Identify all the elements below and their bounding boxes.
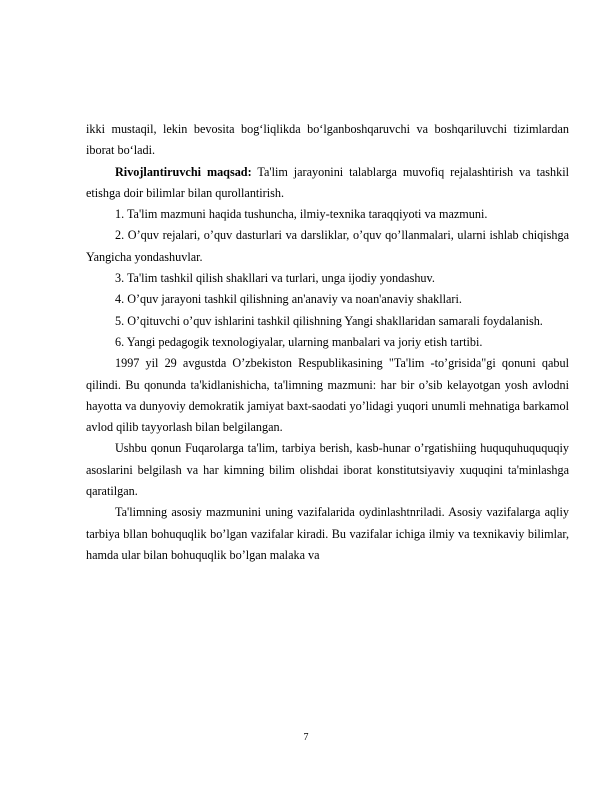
goal-label: Rivojlantiruvchi maqsad:	[115, 164, 252, 179]
list-item-5: 5. O’qituvchi o’quv ishlarini tashkil qilishning Yangi shakllaridan samarali foydalanish.	[115, 313, 543, 328]
list-item-3: 3. Ta'lim tashkil qilish shakllari va turlari, unga ijodiy yondashuv.	[115, 271, 435, 286]
paragraph-law: 1997 yil 29 avgustda O’zbekiston Respublikasining "Ta'lim -to’grisida"gi qonuni qabul qilindi. Bu qonunda ta'kidlanishicha, ta'limning mazmuni: har bir o’sib kelayotgan yosh avlodni hayotta va dunyoviy demokratik jamiyat baxt-saodati yo’lidagi yuqori unumli mehnatiga barkamol avlod qilib tayyorlash bilan belgilangan.	[86, 356, 569, 435]
list-item-4: 4. O’quv jarayoni tashkil qilishning an'anaviy va noan'anaviy shakllari.	[115, 292, 462, 307]
paragraph-developmental-goal	[86, 162, 569, 205]
list-item-2: 2. O’quv rejalari, o’quv dasturlari va darsliklar, o’quv qo’llanmalari, ularni ishlab chiqishga Yangicha yondashuvlar.	[86, 228, 569, 264]
page-number: 7	[303, 732, 309, 743]
document-body	[86, 119, 569, 566]
list-item-1: 1. Ta'lim mazmuni haqida tushuncha, ilmiy-texnika taraqqiyoti va mazmuni.	[115, 207, 488, 222]
paragraph-law-purpose: Ushbu qonun Fuqarolarga ta'lim, tarbiya berish, kasb-hunar o’rgatishiing huququhuququqiy asoslarini belgilash va har kimning bilim olishdai iborat konstitutsiyaviy xuquqini ta'minlashga qaratilgan.	[86, 441, 569, 499]
goal-text: Ta'lim jarayonini talablarga muvofiq rejalashtirish va tashkil etishga doir bilimlar bilan qurollantirish.	[86, 164, 569, 200]
paragraph-continuation: ikki mustaqil, lekin bevosita bog‘liqlikda bo‘lganboshqaruvchi va boshqariluvchi tizimlardan iborat bo‘ladi.	[86, 122, 569, 158]
list-item-6: 6. Yangi pedagogik texnologiyalar, ularning manbalari va joriy etish tartibi.	[115, 334, 483, 349]
paragraph-education-content: Ta'limning asosiy mazmunini uning vazifalarida oydinlashtnriladi. Asosiy vazifalarga aqliy tarbiya bllan bohuquqlik bo’lgan vazifalar kiradi. Bu vazifalar ichiga ilmiy va texnikaviy bilimlar, hamda ular bilan bohuquqlik bo’lgan malaka va	[86, 505, 569, 562]
